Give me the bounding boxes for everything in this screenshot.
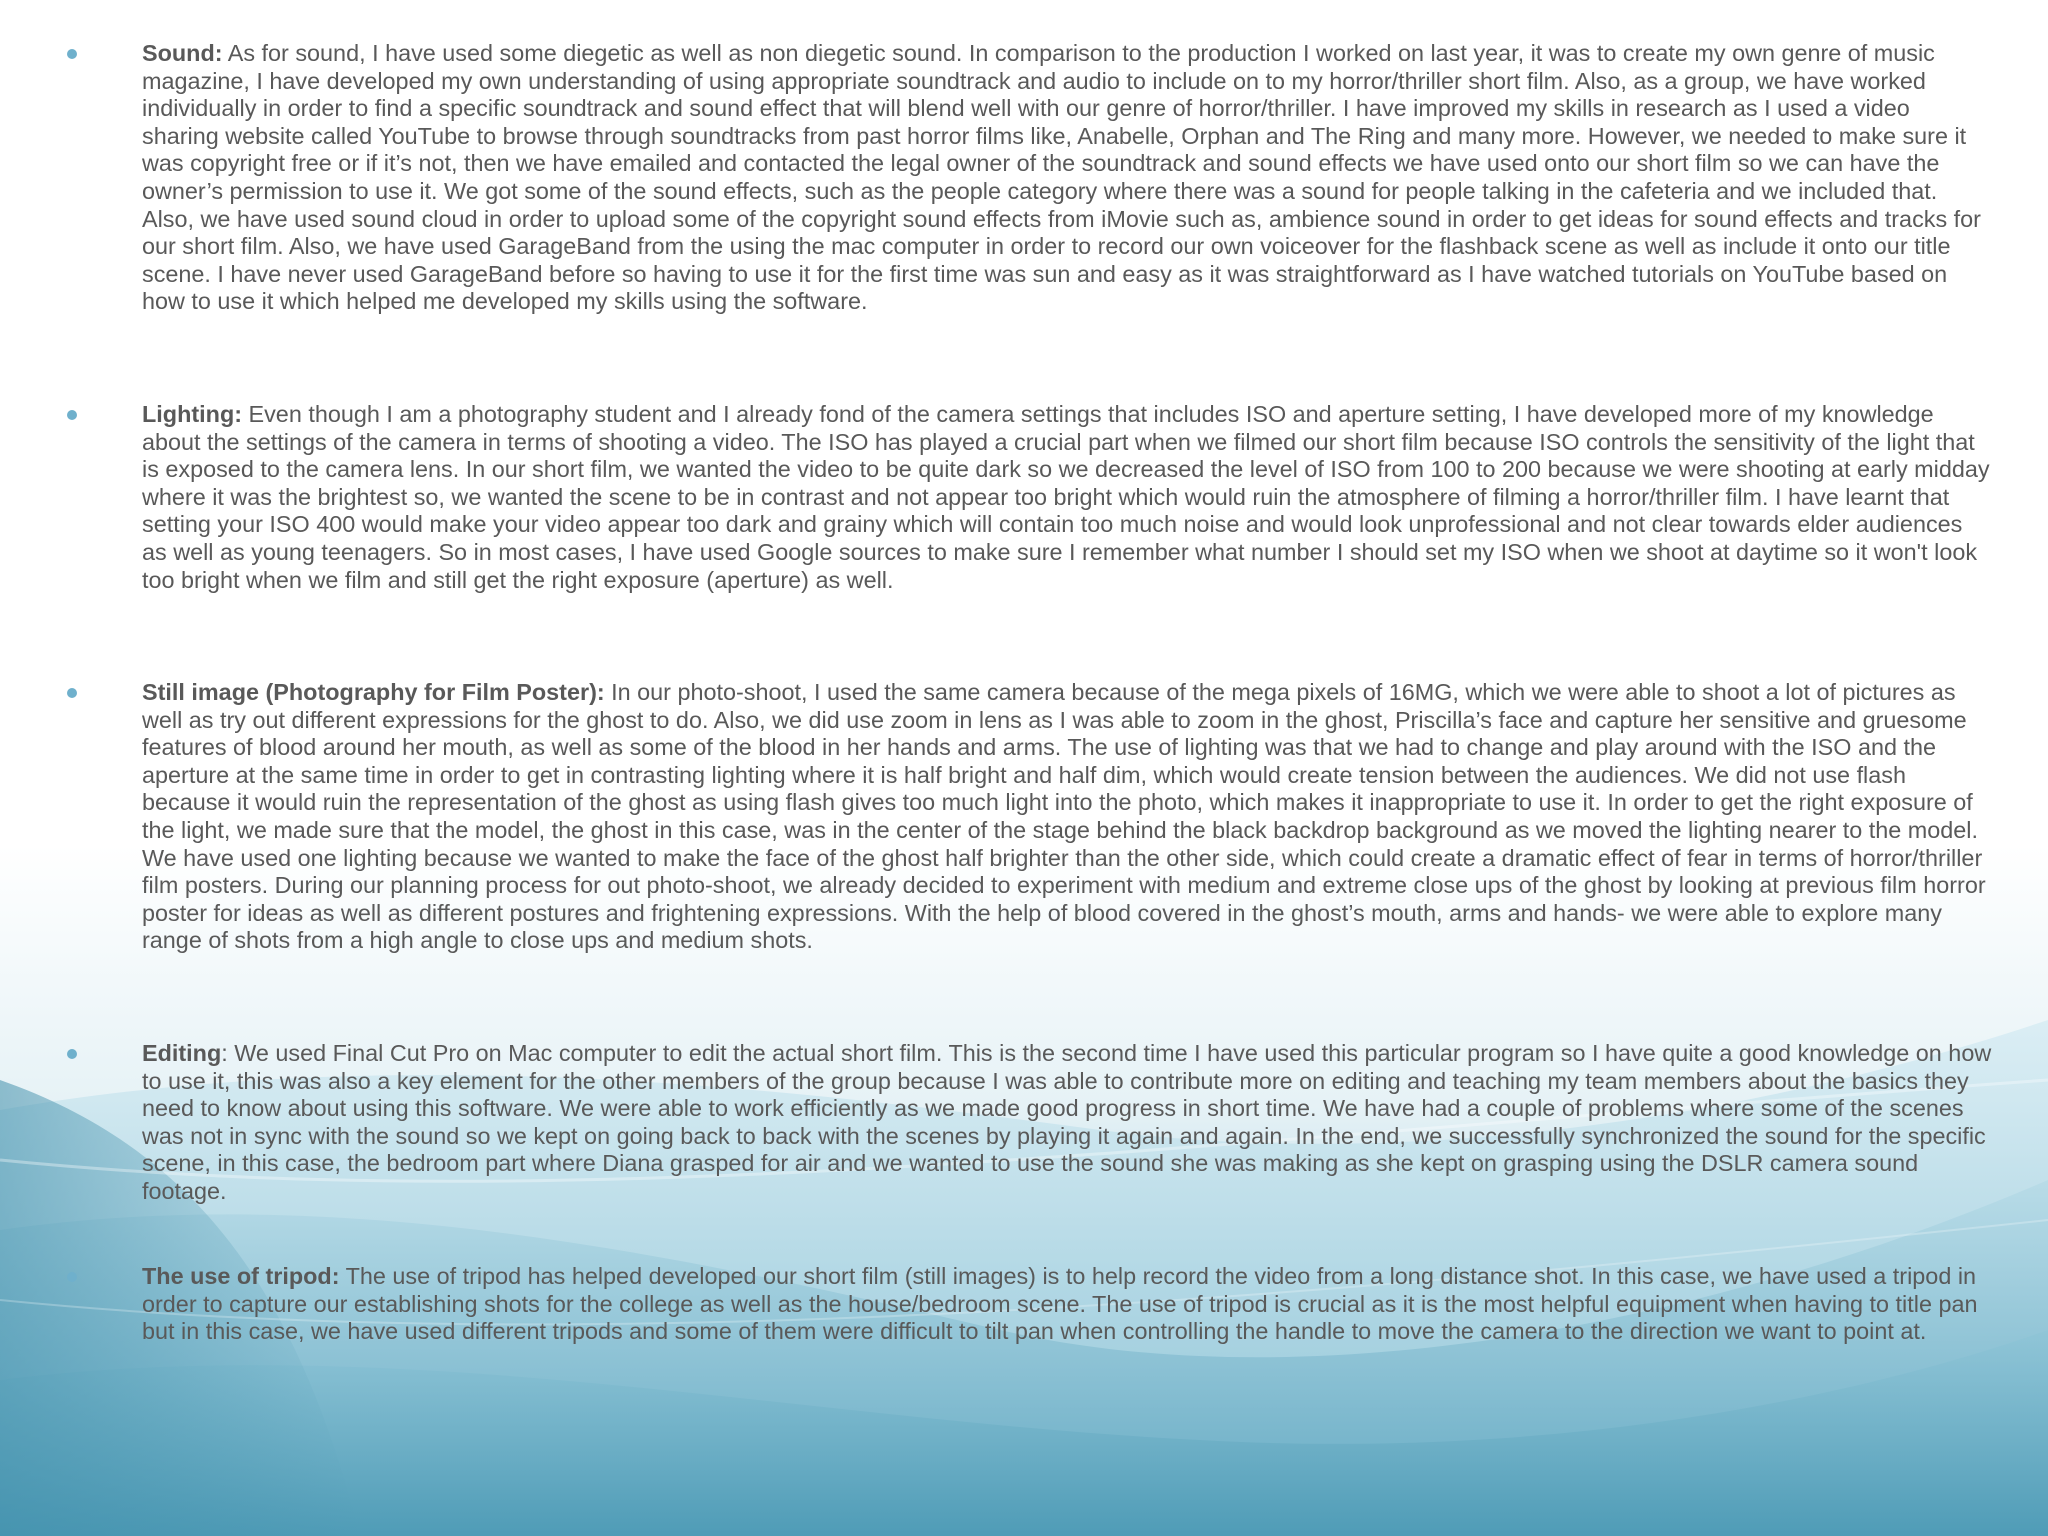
- bullet-heading: Lighting:: [142, 401, 243, 427]
- bullet-heading: Editing: [142, 1040, 222, 1066]
- bullet-dot-icon: [67, 1049, 77, 1059]
- bullet-body: In our photo-shoot, I used the same camera because of the mega pixels of 16MG, which we were able to shoot a lot of pictures as well as try out different expressions for the ghost to do. Also, we did use zoom in lens as I was able to zoom in the ghost, Priscilla’s face and capture her sensitive and gruesome features of blood around her mouth, as well as some of the blood in her hands and arms. The use of lighting was that we had to change and play around with the ISO and the aperture at the same time in order to get in contrasting lighting where it is half bright and half dim, which would create tension between the audiences. We did not use flash because it would ruin the representation of the ghost as using flash gives too much light into the photo, which makes it inappropriate to use it. In order to get the right exposure of the light, we made sure that the model, the ghost in this case, was in the center of the stage behind the black backdrop background as we moved the lighting nearer to the model. We have used one lighting because we wanted to make the face of the ghost half brighter than the other side, which could create a dramatic effect of fear in terms of horror/thriller film posters. During our planning process for out photo-shoot, we already decided to experiment with medium and extreme close ups of the ghost by looking at previous film horror poster for ideas as well as different postures and frightening expressions. With the help of blood covered in the ghost’s mouth, arms and hands- we were able to explore many range of shots from a high angle to close ups and medium shots.: [142, 679, 1986, 954]
- bullet-dot-icon: [67, 1272, 77, 1282]
- bullet-dot-icon: [67, 410, 77, 420]
- bullet-text: [142, 40, 1992, 316]
- bullet-text: [142, 679, 1992, 955]
- bullet-heading: Sound:: [142, 40, 223, 66]
- bullet-body: The use of tripod has helped developed our short film (still images) is to help record the video from a long distance shot. In this case, we have used a tripod in order to capture our establishing shots for the college as well as the house/bedroom scene. The use of tripod is crucial as it is the most helpful equipment when having to title pan but in this case, we have used different tripods and some of them were difficult to tilt pan when controlling the handle to move the camera to the direction we want to point at.: [142, 1263, 1978, 1345]
- bullet-dot-icon: [67, 688, 77, 698]
- bullet-text: [142, 401, 1992, 594]
- bullet-dot-icon: [67, 49, 77, 59]
- bullet-body: Even though I am a photography student and I already fond of the camera settings that includes ISO and aperture setting, I have developed more of my knowledge about the settings of the camera in terms of shooting a video. The ISO has played a crucial part when we filmed our short film because ISO controls the sensitivity of the light that is exposed to the camera lens. In our short film, we wanted the video to be quite dark so we decreased the level of ISO from 100 to 200 because we were shooting at early midday where it was the brightest so, we wanted the scene to be in contrast and not appear too bright which would ruin the atmosphere of filming a horror/thriller film. I have learnt that setting your ISO 400 would make your video appear too dark and grainy which will contain too much noise and would look unprofessional and not clear towards elder audiences as well as young teenagers. So in most cases, I have used Google sources to make sure I remember what number I should set my ISO when we shoot at daytime so it won't look too bright when we film and still get the right exposure (aperture) as well.: [142, 401, 1990, 593]
- bullet-body: As for sound, I have used some diegetic as well as non diegetic sound. In comparison to the production I worked on last year, it was to create my own genre of music magazine, I have developed my own understanding of using appropriate soundtrack and audio to include on to my horror/thriller short film. Also, as a group, we have worked individually in order to find a specific soundtrack and sound effect that will blend well with our genre of horror/thriller. I have improved my skills in research as I used a video sharing website called YouTube to browse through soundtracks from past horror films like, Anabelle, Orphan and The Ring and many more. However, we needed to make sure it was copyright free or if it’s not, then we have emailed and contacted the legal owner of the soundtrack and sound effects we have used onto our short film so we can have the owner’s permission to use it. We got some of the sound effects, such as the people category where there was a sound for people talking in the cafeteria and we included that. Also, we have used sound cloud in order to upload some of the copyright sound effects from iMovie such as, ambience sound in order to get ideas for sound effects and tracks for our short film. Also, we have used GarageBand from the using the mac computer in order to record our own voiceover for the flashback scene as well as include it onto our title scene. I have never used GarageBand before so having to use it for the first time was sun and easy as it was straightforward as I have watched tutorials on YouTube based on how to use it which helped me developed my skills using the software.: [142, 40, 1981, 315]
- bullet-heading: Still image (Photography for Film Poster):: [142, 679, 605, 705]
- bullet-text: [142, 1263, 1992, 1346]
- bullet-body: : We used Final Cut Pro on Mac computer to edit the actual short film. This is the second time I have used this particular program so I have quite a good knowledge on how to use it, this was also a key element for the other members of the group because I was able to contribute more on editing and teaching my team members about the basics they need to know about using this software. We were able to work efficiently as we made good progress in short time. We have had a couple of problems where some of the scenes was not in sync with the sound so we kept on going back to back with the scenes by playing it again and again. In the end, we successfully synchronized the sound for the specific scene, in this case, the bedroom part where Diana grasped for air and we wanted to use the sound she was making as she kept on grasping using the DSLR camera sound footage.: [142, 1040, 1992, 1204]
- bullet-heading: The use of tripod:: [142, 1263, 340, 1289]
- bullet-text: [142, 1040, 1992, 1206]
